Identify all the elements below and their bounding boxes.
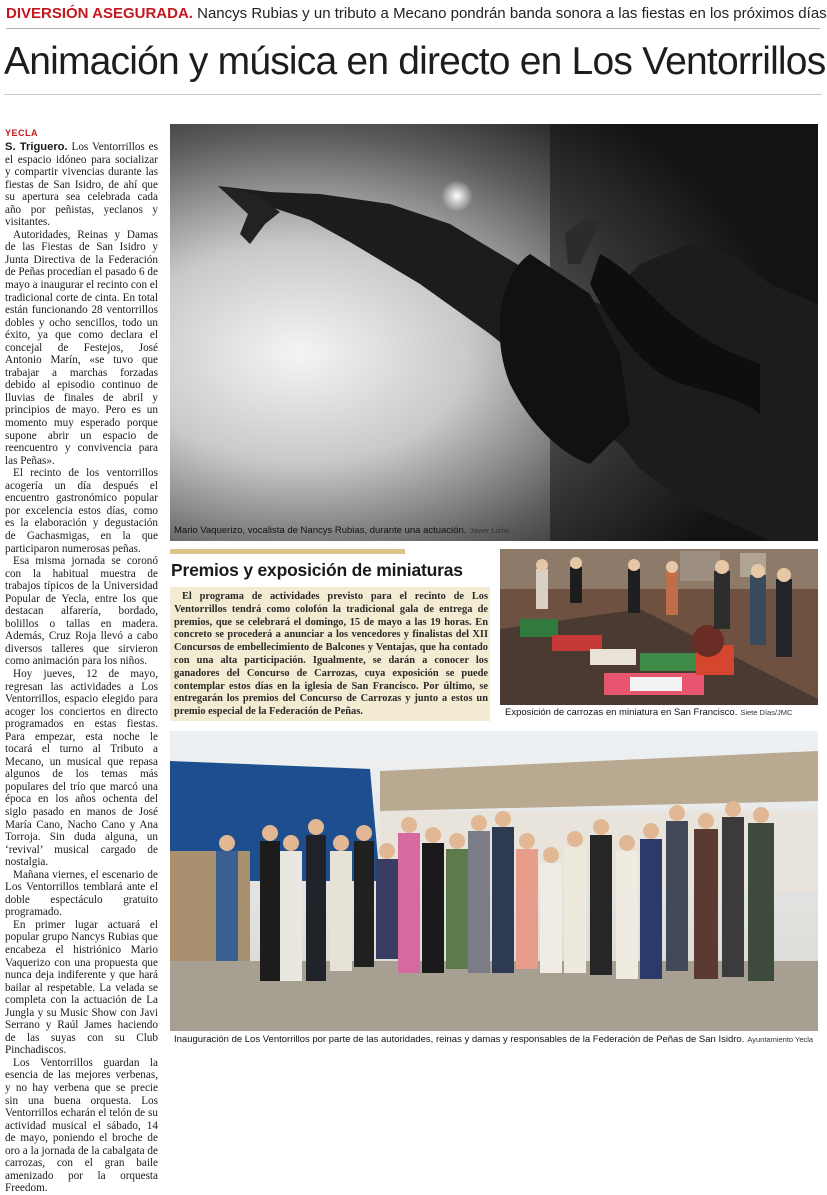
caption-text: Mario Vaquerizo, vocalista de Nancys Rubias, durante una actuación. — [174, 525, 467, 536]
article-byline: S. Triguero. — [5, 141, 68, 153]
box-title: Premios y exposición de miniaturas — [171, 560, 463, 580]
sidebar-box — [170, 549, 490, 724]
article-paragraph: Hoy jueves, 12 de mayo, regresan las actividades a Los Ventorrillos, espacio elegido para acoger los conciertos en directo programados en estas fiestas. Para empezar, esta noche le tocará el turno al Tributo a Mecano, un musical que repasa algunos de los temas más populares del trío que marcó una época en los años ochenta del siglo pasado en manos de José María Cano, Nacho Cano y Ana Torroja. Sin duda alguna, un ‘revival’ musical cargado de nostalgia. — [5, 667, 158, 869]
box-accent-bar — [170, 549, 405, 554]
photo-credit: Siete Días/JMC — [740, 708, 793, 717]
miniatures-caption — [505, 706, 818, 720]
kicker — [6, 4, 827, 29]
article-paragraph: Autoridades, Reinas y Damas de las Fiestas de San Isidro y Junta Directiva de la Federación de Peñas procedían el pasado 6 de mayo a inaugurar el recinto con el tradicional corte de cinta. En total están funcionando 28 ventorrillos dobles y ocho sencillos, todo un éxito, ya que como declara el concejal de Festejos, José Antonio Marín, «se tuvo que trabajar a marchas forzadas debido al episodio continuo de lluvias de finales de abril y principios de mayo. Pero es un momento muy esperado porque supone abrir un espacio de reencuentro y convivencia para las Peñas». — [5, 228, 158, 467]
box-text: El programa de actividades previsto para el recinto de Los Ventorrillos tendrá como colofón la tradicional gala de entrega de premios, que se celebrará el domingo, 15 de mayo a las 19 horas. En concreto se procederá a anunciar a los vencedores y finalistas del XII Concursos de embellecimiento de Balcones y Ventajas, que ha contado con una alta participación. Igualmente, se darán a conocer los ganadores del Concurso de Carrozas, cuya exposición se puede contemplar estos días en la iglesia de San Francisco. Por último, se entregarán los premios del Concurso de Carrozas y junto a estos un premio especial de la Federación de Peñas. — [170, 587, 490, 721]
article-place: YECLA — [5, 128, 39, 138]
concert-caption — [174, 524, 814, 538]
caption-text: Exposición de carrozas en miniatura en San Francisco. — [505, 707, 738, 718]
article-lead-text: Los Ventorrillos es el espacio idóneo para socializar y compartir vivencias durante las fiestas de San Isidro, de ahí que su apertura sea celebrada cada año por peñistas, yeclanos y visitantes. — [5, 141, 158, 229]
caption-text: Inauguración de Los Ventorrillos por parte de las autoridades, reinas y damas y responsables de la Federación de Peñas de San Isidro. — [174, 1034, 745, 1045]
kicker-label: DIVERSIÓN ASEGURADA. — [6, 5, 193, 22]
kicker-text: Nancys Rubias y un tributo a Mecano pondrán banda sonora a las fiestas en los próximos días — [192, 5, 827, 22]
article-paragraph: Esa misma jornada se coronó con la habitual muestra de trabajos típicos de la Universidad Popular de Yecla, entre los que destacan alfarería, bordado, bolillos o tallas en madera. Además, Cruz Roja llevó a cabo diversos talleres que sirvieron como animación para los niños. — [5, 555, 158, 668]
page-title: Animación y música en directo en Los Ventorrillos — [4, 40, 826, 83]
article-paragraph: En primer lugar actuará el popular grupo Nancys Rubias que encabeza el histriónico Mario Vaquerizo con una propuesta que nunca deja indiferente y que hará bailar al respetable. La velada se completa con la actuación de La Jungla y su Music Show con Javi Serrano y Raúl James haciendo de las suyas con su Club Pinchadiscos. — [5, 918, 158, 1057]
article-paragraph: El recinto de los ventorrillos acogería un día después el encuentro gastronómico popular por excelencia estos días, como es la elaboración y degustación de Gachasmigas, en la que participaron numerosas peñas. — [5, 467, 158, 555]
photo-credit: Javier Lizón — [469, 526, 510, 535]
article-lead — [5, 141, 158, 229]
miniatures-photo — [500, 549, 818, 705]
article-paragraph: Mañana viernes, el escenario de Los Ventorrillos temblará ante el doble espectáculo gratuito programado. — [5, 868, 158, 919]
article-paragraph: Los Ventorrillos guardan la esencia de las mejores verbenas, y no hay verbena que se precie sin una buena orquesta. Los Ventorrillos echarán el telón de su actividad musical el sábado, 14 de mayo, poniendo el broche de oro a la jornada de la cabalgata de carrozas, con el gran baile amenizado por la orquesta Freedom. — [5, 1056, 158, 1195]
divider — [4, 94, 822, 95]
article-body — [5, 128, 158, 1195]
concert-photo — [170, 124, 818, 541]
photo-credit: Ayuntamiento Yecla — [747, 1035, 814, 1044]
group-photo — [170, 731, 818, 1031]
group-caption — [174, 1033, 818, 1047]
